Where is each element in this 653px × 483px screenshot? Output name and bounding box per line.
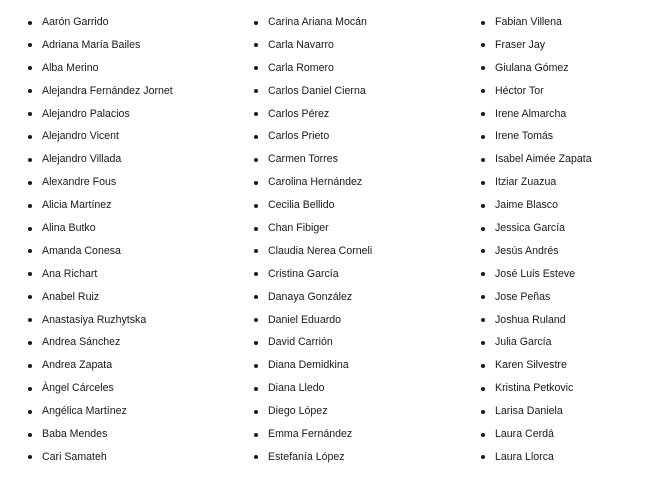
person-name: Laura Llorca bbox=[495, 450, 554, 463]
list-item bbox=[28, 125, 173, 148]
bullet-icon bbox=[28, 227, 32, 231]
bullet-icon bbox=[28, 318, 32, 322]
list-item bbox=[28, 148, 173, 171]
bullet-icon bbox=[254, 181, 258, 185]
bullet-icon bbox=[28, 364, 32, 368]
bullet-icon bbox=[254, 89, 258, 93]
person-name: Jose Peñas bbox=[495, 290, 551, 303]
list-item bbox=[28, 194, 173, 217]
list-item bbox=[28, 286, 173, 309]
bullet-icon bbox=[254, 43, 258, 47]
bullet-icon bbox=[28, 66, 32, 70]
bullet-icon bbox=[481, 455, 485, 459]
person-name: Alexandre Fous bbox=[42, 176, 117, 189]
bullet-icon bbox=[481, 410, 485, 414]
list-item bbox=[254, 309, 372, 332]
list-item bbox=[481, 446, 592, 469]
bullet-icon bbox=[481, 227, 485, 231]
list-item bbox=[28, 11, 173, 34]
list-item bbox=[28, 309, 173, 332]
list-item bbox=[254, 446, 372, 469]
bullet-icon bbox=[254, 387, 258, 391]
person-name: Anabel Ruiz bbox=[42, 290, 100, 303]
person-name: Jessica García bbox=[495, 222, 566, 235]
bullet-icon bbox=[28, 410, 32, 414]
bullet-icon bbox=[28, 181, 32, 185]
bullet-icon bbox=[254, 455, 258, 459]
list-item bbox=[28, 171, 173, 194]
list-item bbox=[481, 125, 592, 148]
person-name: Baba Mendes bbox=[42, 428, 108, 441]
list-item bbox=[28, 80, 173, 103]
bullet-icon bbox=[254, 112, 258, 116]
person-name: Diana Lledo bbox=[268, 382, 325, 395]
person-name: Diego López bbox=[268, 405, 328, 418]
person-name: Fabian Villena bbox=[495, 16, 562, 28]
list-item bbox=[28, 240, 173, 263]
person-name: Alba Merino bbox=[42, 61, 99, 74]
bullet-icon bbox=[481, 112, 485, 116]
bullet-icon bbox=[481, 66, 485, 70]
list-item bbox=[28, 354, 173, 377]
person-name: Jaime Blasco bbox=[495, 199, 558, 212]
bullet-icon bbox=[481, 341, 485, 345]
bullet-icon bbox=[28, 204, 32, 208]
person-name: David Carrión bbox=[268, 336, 333, 349]
person-name: Estefanía López bbox=[268, 450, 345, 463]
bullet-icon bbox=[28, 387, 32, 391]
person-name: Ana Richart bbox=[42, 267, 98, 280]
person-name: Danaya González bbox=[268, 290, 353, 303]
list-item bbox=[254, 80, 372, 103]
person-name: Emma Fernández bbox=[268, 428, 353, 441]
person-name: Carmen Torres bbox=[268, 153, 338, 166]
list-item bbox=[481, 423, 592, 446]
list-item bbox=[481, 309, 592, 332]
bullet-icon bbox=[28, 112, 32, 116]
list-item bbox=[254, 57, 372, 80]
name-column-1 bbox=[28, 11, 173, 469]
person-name: Adriana María Bailes bbox=[42, 38, 141, 51]
list-item bbox=[28, 423, 173, 446]
list-item bbox=[481, 171, 592, 194]
bullet-icon bbox=[254, 364, 258, 368]
name-column-3 bbox=[481, 11, 592, 469]
bullet-icon bbox=[254, 341, 258, 345]
list-item bbox=[481, 400, 592, 423]
bullet-icon bbox=[481, 318, 485, 322]
bullet-icon bbox=[481, 135, 485, 139]
person-name: Fraser Jay bbox=[495, 38, 546, 51]
list-item bbox=[28, 331, 173, 354]
bullet-icon bbox=[254, 410, 258, 414]
person-name: Itziar Zuazua bbox=[495, 176, 557, 189]
list-item bbox=[28, 34, 173, 57]
list-item bbox=[254, 171, 372, 194]
list-item bbox=[481, 148, 592, 171]
bullet-icon bbox=[28, 21, 32, 25]
bullet-icon bbox=[254, 272, 258, 276]
list-item bbox=[254, 240, 372, 263]
list-item bbox=[254, 354, 372, 377]
bullet-icon bbox=[28, 89, 32, 93]
list-item bbox=[481, 217, 592, 240]
person-name: Alina Butko bbox=[42, 222, 96, 235]
person-name: Claudia Nerea Corneli bbox=[268, 244, 373, 257]
person-name: Laura Cerdá bbox=[495, 428, 554, 441]
list-item bbox=[254, 263, 372, 286]
person-name: Àngel Cárceles bbox=[42, 382, 114, 395]
person-name: Anastasiya Ruzhytska bbox=[42, 313, 147, 326]
bullet-icon bbox=[254, 135, 258, 139]
bullet-icon bbox=[481, 249, 485, 253]
list-item bbox=[481, 57, 592, 80]
list-item bbox=[254, 331, 372, 354]
person-name: Carla Romero bbox=[268, 61, 334, 74]
person-name: Giulana Gómez bbox=[495, 61, 569, 74]
person-name: Andrea Sánchez bbox=[42, 336, 121, 349]
bullet-icon bbox=[254, 433, 258, 437]
list-item bbox=[28, 57, 173, 80]
person-name: Jesús Andrés bbox=[495, 244, 559, 257]
bullet-icon bbox=[254, 318, 258, 322]
bullet-icon bbox=[254, 295, 258, 299]
name-list-columns bbox=[0, 11, 653, 471]
bullet-icon bbox=[254, 66, 258, 70]
bullet-icon bbox=[481, 89, 485, 93]
list-item bbox=[254, 286, 372, 309]
list-item bbox=[481, 11, 592, 34]
person-name: Larisa Daniela bbox=[495, 405, 563, 418]
person-name: Kristina Petkovic bbox=[495, 382, 574, 395]
bullet-icon bbox=[28, 272, 32, 276]
bullet-icon bbox=[481, 21, 485, 25]
person-name: Alejandro Vicent bbox=[42, 130, 119, 143]
list-item bbox=[254, 400, 372, 423]
list-item bbox=[481, 354, 592, 377]
bullet-icon bbox=[481, 204, 485, 208]
person-name: Carlos Pérez bbox=[268, 107, 330, 120]
bullet-icon bbox=[28, 158, 32, 162]
person-name: Carina Ariana Mocán bbox=[268, 16, 367, 28]
bullet-icon bbox=[481, 272, 485, 276]
person-name: Alejandra Fernández Jornet bbox=[42, 84, 173, 97]
list-item bbox=[28, 263, 173, 286]
list-item bbox=[254, 125, 372, 148]
person-name: Cari Samateh bbox=[42, 450, 107, 463]
person-name: Carlos Daniel Cierna bbox=[268, 84, 366, 97]
list-item bbox=[28, 446, 173, 469]
person-name: Diana Demidkina bbox=[268, 359, 349, 372]
person-name: Daniel Eduardo bbox=[268, 313, 342, 326]
list-item bbox=[28, 103, 173, 126]
list-item bbox=[481, 240, 592, 263]
person-name: Julia García bbox=[495, 336, 552, 349]
bullet-icon bbox=[254, 249, 258, 253]
list-item bbox=[254, 103, 372, 126]
bullet-icon bbox=[481, 295, 485, 299]
person-name: Andrea Zapata bbox=[42, 359, 113, 372]
bullet-icon bbox=[28, 249, 32, 253]
bullet-icon bbox=[481, 387, 485, 391]
person-name: Joshua Ruland bbox=[495, 313, 566, 326]
bullet-icon bbox=[254, 204, 258, 208]
list-item bbox=[254, 377, 372, 400]
person-name: Isabel Aimée Zapata bbox=[495, 153, 592, 166]
bullet-icon bbox=[28, 341, 32, 345]
person-name: Cristina García bbox=[268, 267, 339, 280]
person-name: Chan Fibiger bbox=[268, 222, 329, 235]
list-item bbox=[254, 217, 372, 240]
list-item bbox=[254, 34, 372, 57]
bullet-icon bbox=[254, 227, 258, 231]
person-name: Carla Navarro bbox=[268, 38, 334, 51]
bullet-icon bbox=[481, 43, 485, 47]
person-name: Angélica Martínez bbox=[42, 405, 127, 418]
person-name: Cecilia Bellido bbox=[268, 199, 335, 212]
list-item bbox=[481, 103, 592, 126]
bullet-icon bbox=[28, 433, 32, 437]
list-item bbox=[481, 80, 592, 103]
name-column-2 bbox=[254, 11, 372, 469]
person-name: Héctor Tor bbox=[495, 84, 544, 97]
person-name: Alejandro Palacios bbox=[42, 107, 130, 120]
list-item bbox=[481, 194, 592, 217]
list-item bbox=[28, 377, 173, 400]
bullet-icon bbox=[481, 433, 485, 437]
list-item bbox=[254, 148, 372, 171]
person-name: Alejandro Villada bbox=[42, 153, 122, 166]
list-item bbox=[481, 34, 592, 57]
list-item bbox=[481, 377, 592, 400]
bullet-icon bbox=[481, 364, 485, 368]
person-name: Irene Almarcha bbox=[495, 107, 567, 120]
person-name: Carolina Hernández bbox=[268, 176, 363, 189]
bullet-icon bbox=[254, 158, 258, 162]
person-name: Irene Tomás bbox=[495, 130, 554, 143]
list-item bbox=[254, 194, 372, 217]
bullet-icon bbox=[254, 21, 258, 25]
person-name: Karen Silvestre bbox=[495, 359, 567, 372]
bullet-icon bbox=[28, 135, 32, 139]
person-name: José Luis Esteve bbox=[495, 267, 576, 280]
person-name: Aarón Garrido bbox=[42, 16, 109, 28]
bullet-icon bbox=[28, 43, 32, 47]
bullet-icon bbox=[28, 455, 32, 459]
bullet-icon bbox=[28, 295, 32, 299]
list-item bbox=[481, 286, 592, 309]
list-item bbox=[481, 331, 592, 354]
bullet-icon bbox=[481, 158, 485, 162]
list-item bbox=[254, 423, 372, 446]
list-item bbox=[28, 217, 173, 240]
list-item bbox=[481, 263, 592, 286]
person-name: Amanda Conesa bbox=[42, 244, 121, 257]
person-name: Carlos Prieto bbox=[268, 130, 330, 143]
list-item bbox=[254, 11, 372, 34]
list-item bbox=[28, 400, 173, 423]
person-name: Alicia Martínez bbox=[42, 199, 112, 212]
bullet-icon bbox=[481, 181, 485, 185]
